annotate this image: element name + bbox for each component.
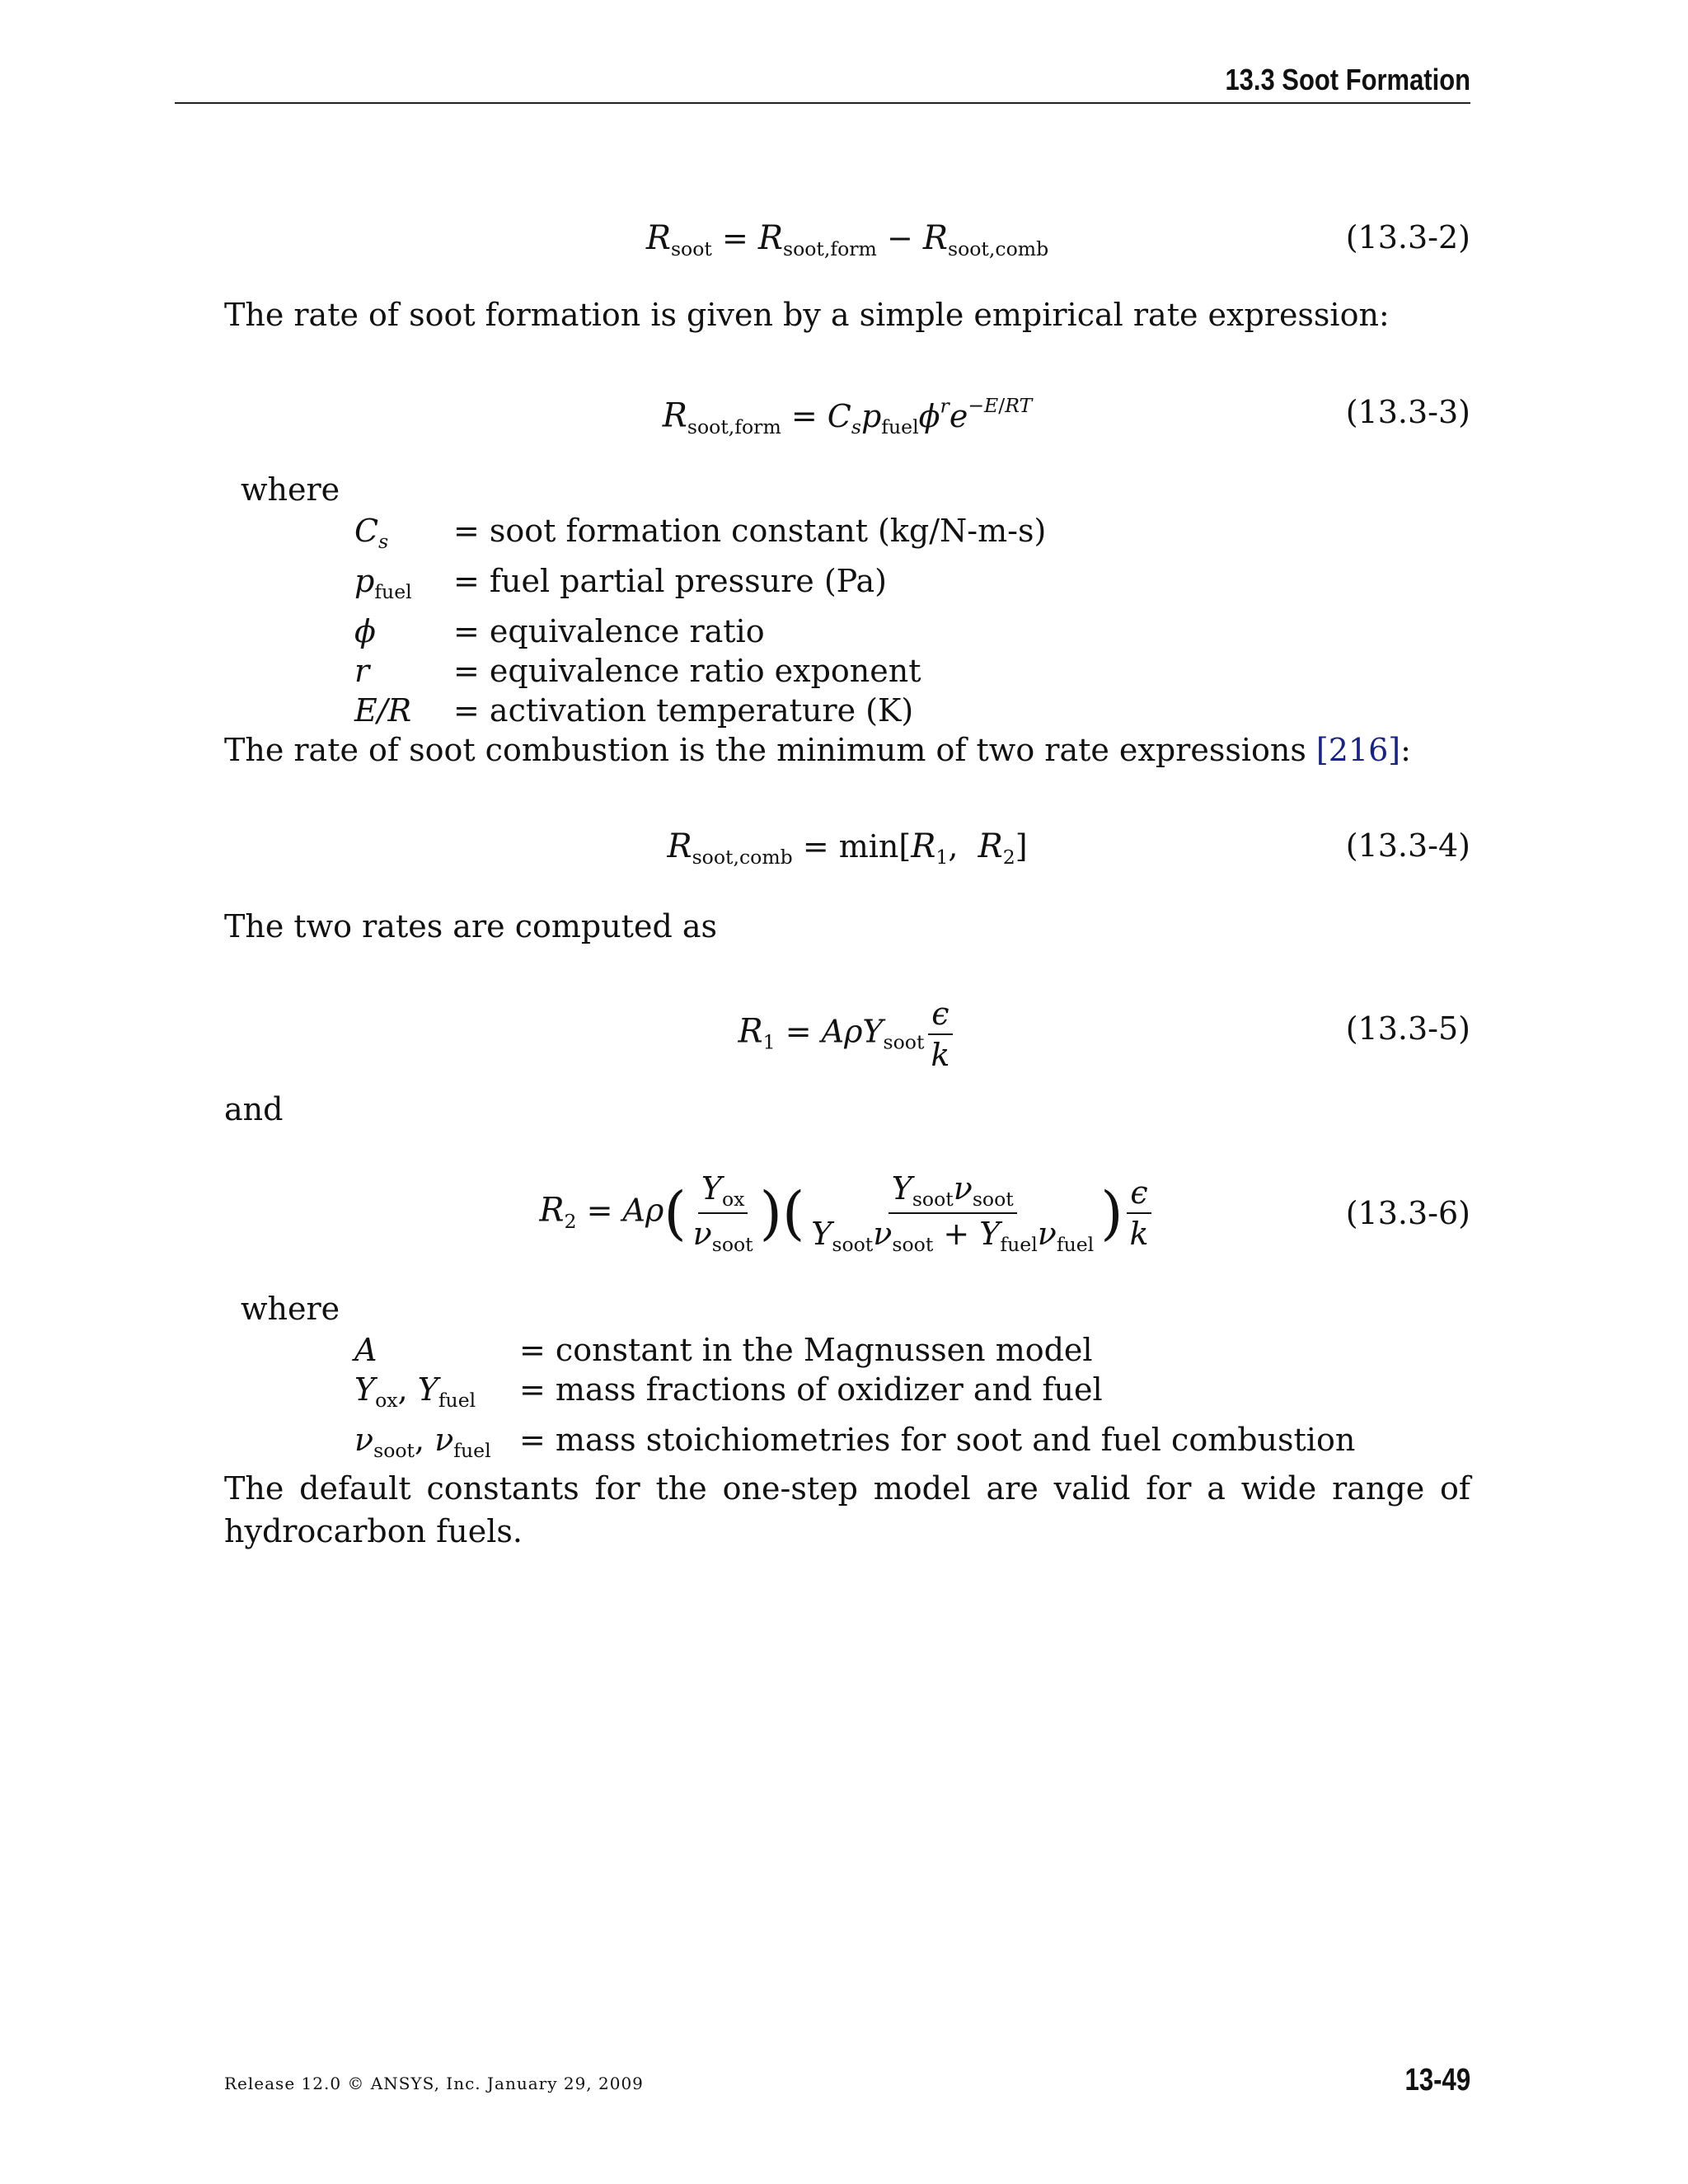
paragraph-soot-formation: The rate of soot formation is given by a simple empirical rate expression: xyxy=(224,297,1390,333)
equation-number: (13.3-2) xyxy=(1345,219,1470,255)
fraction-epsilon-k: $\frac{\epsilon}{k}$ xyxy=(927,996,953,1073)
definition-symbol: $C_s$ xyxy=(354,513,389,554)
definition-text: = activation temperature (K) xyxy=(453,692,914,729)
definitions-list-1 xyxy=(354,511,1046,730)
definition-text: = soot formation constant (kg/N-m-s) xyxy=(453,513,1047,549)
definition-symbol: $Y_{ox}$, $Y_{fuel}$ xyxy=(354,1371,476,1413)
definition-text: = mass stoichiometries for soot and fuel combustion xyxy=(519,1422,1356,1459)
definition-symbol: r xyxy=(354,653,370,690)
definition-symbol: $\nu_{soot}$, $\nu_{fuel}$ xyxy=(354,1422,491,1463)
fraction-epsilon-k: $\frac{\epsilon}{k}$ xyxy=(1127,1174,1152,1252)
equation-13-3-4 xyxy=(224,827,1470,893)
equation-number: (13.3-6) xyxy=(1345,1195,1470,1231)
equation-number: (13.3-5) xyxy=(1345,1010,1470,1047)
definition-row xyxy=(354,1420,1355,1470)
paragraph-two-rates: The two rates are computed as xyxy=(224,908,717,944)
definition-symbol: E/R xyxy=(354,692,412,729)
equation-body: $R_1 = A\rho Y_{soot}$ $\frac{\epsilon}{k}$ xyxy=(224,996,1470,1073)
equation-13-3-3 xyxy=(224,394,1470,460)
equation-13-3-2 xyxy=(224,219,1470,285)
definition-symbol: ϕ xyxy=(354,613,376,650)
definition-symbol: $p_{fuel}$ xyxy=(354,563,412,604)
equation-body: $R_{soot,form} = C_sp_{fuel}\phi^re^{-E/RT}$ xyxy=(662,394,1033,438)
equation-number: (13.3-4) xyxy=(1345,827,1470,864)
definition-symbol: A xyxy=(354,1332,377,1368)
definition-text: = fuel partial pressure (Pa) xyxy=(453,563,887,600)
paragraph-soot-combustion xyxy=(224,729,1470,771)
paragraph-text-end: : xyxy=(1400,732,1411,768)
citation-link[interactable]: [216] xyxy=(1315,732,1401,768)
definition-row xyxy=(354,691,1046,730)
page-number: 13-49 xyxy=(1404,2063,1470,2097)
equation-body: $R_{soot,comb} = \min[R_1$, $R_2$] xyxy=(667,827,1028,869)
equation-13-3-6 xyxy=(224,1170,1470,1269)
definition-text: = constant in the Magnussen model xyxy=(519,1332,1093,1368)
fraction-soot-ratio: $\frac{Y_{soot}\nu_{soot}}{Y_{soot}\nu_{soot} + Y_{fuel}\nu_{fuel}}$ xyxy=(811,1170,1095,1257)
definition-row xyxy=(354,1370,1355,1420)
equation-number: (13.3-3) xyxy=(1345,394,1470,430)
where-label-2: where xyxy=(241,1291,340,1327)
equation-body: $R_2 = A\rho$( $\frac{Y_{ox}}{\nu_{soot}}$ )( $\frac{Y_{soot}\nu_{soot}}{Y_{soot}\nu_{soot} + Y_{fuel}\nu_{fuel}}$ ) $\frac{\epsilon}{k}$ xyxy=(224,1170,1470,1256)
paragraph-and: and xyxy=(224,1091,284,1127)
equation-body: $R_{soot} = R_{soot,form} - R_{soot,comb}$ xyxy=(645,219,1049,261)
definitions-list-2 xyxy=(354,1330,1355,1470)
paragraph-text: The rate of soot combustion is the minimum of two rate expressions xyxy=(224,732,1316,768)
definition-text: = equivalence ratio exponent xyxy=(453,653,921,690)
definition-text: = equivalence ratio xyxy=(453,613,765,650)
fraction-yox-nusoot: $\frac{Y_{ox}}{\nu_{soot}}$ xyxy=(692,1170,753,1257)
release-info: Release 12.0 © ANSYS, Inc. January 29, 2009 xyxy=(224,2074,644,2093)
paragraph-default-constants: The default constants for the one-step model are valid for a wide range of hydrocarbon fuels. xyxy=(224,1470,1470,1549)
definition-row xyxy=(354,651,1046,691)
definition-row xyxy=(354,511,1046,561)
section-title: 13.3 Soot Formation xyxy=(1225,63,1470,96)
definition-row xyxy=(354,561,1046,612)
definition-row xyxy=(354,1330,1355,1370)
equation-13-3-5 xyxy=(224,996,1470,1078)
definition-row xyxy=(354,612,1046,651)
header-rule xyxy=(175,102,1470,104)
where-label-1: where xyxy=(241,471,340,508)
definition-text: = mass fractions of oxidizer and fuel xyxy=(519,1371,1103,1408)
